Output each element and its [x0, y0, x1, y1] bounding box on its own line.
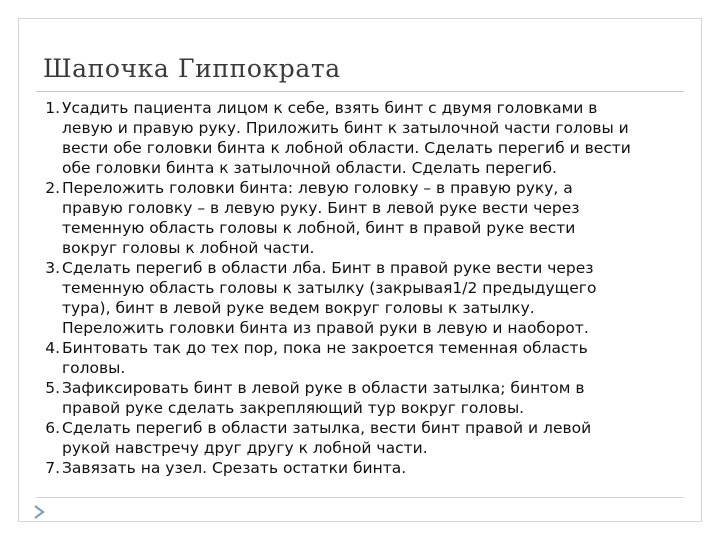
list-item	[33, 178, 683, 258]
slide-title: Шапочка Гиппократа	[43, 54, 341, 83]
item-number: 1.	[45, 99, 60, 117]
item-text: Переложить головки бинта: левую головку – в правую руку, а правую головку – в левую руку. Бинт в левой руке вести через теменную область головы к лобной, бинт в правой руке вести вокруг головы к лобной части.	[62, 179, 580, 257]
item-text: Зафиксировать бинт в левой руке в области затылка; бинтом в правой руке сделать закрепляющий тур вокруг головы.	[62, 379, 585, 417]
title-divider	[36, 91, 684, 92]
item-number: 2.	[45, 179, 60, 197]
item-number: 6.	[45, 419, 60, 437]
arrow-right-icon[interactable]	[32, 504, 46, 520]
list-item	[33, 338, 683, 378]
list-item	[33, 378, 683, 418]
item-text: Сделать перегиб в области затылка, вести бинт правой и левой рукой навстречу друг другу к лобной части.	[62, 419, 592, 457]
list-item	[33, 98, 683, 178]
list-item	[33, 418, 683, 458]
instruction-list	[33, 98, 683, 478]
item-text: Усадить пациента лицом к себе, взять бинт с двумя головками в левую и правую руку. Приложить бинт к затылочной части головы и вести обе головки бинта к лобной области. Сделать перегиб и вести обе головки бинта к затылочной области. Сделать перегиб.	[62, 99, 631, 177]
item-number: 7.	[45, 459, 60, 477]
item-number: 4.	[45, 339, 60, 357]
item-text: Завязать на узел. Срезать остатки бинта.	[62, 459, 407, 477]
list-item	[33, 458, 683, 478]
item-text: Сделать перегиб в области лба. Бинт в правой руке вести через теменную область головы к затылку (закрывая1/2 предыдущего тура), бинт в левой руке ведем вокруг головы к затылку. Переложить головки бинта из правой руки в левую и наоборот.	[62, 259, 597, 337]
item-number: 5.	[45, 379, 60, 397]
list-item	[33, 258, 683, 338]
footer-divider	[36, 497, 684, 498]
item-number: 3.	[45, 259, 60, 277]
item-text: Бинтовать так до тех пор, пока не закроется теменная область головы.	[62, 339, 588, 377]
